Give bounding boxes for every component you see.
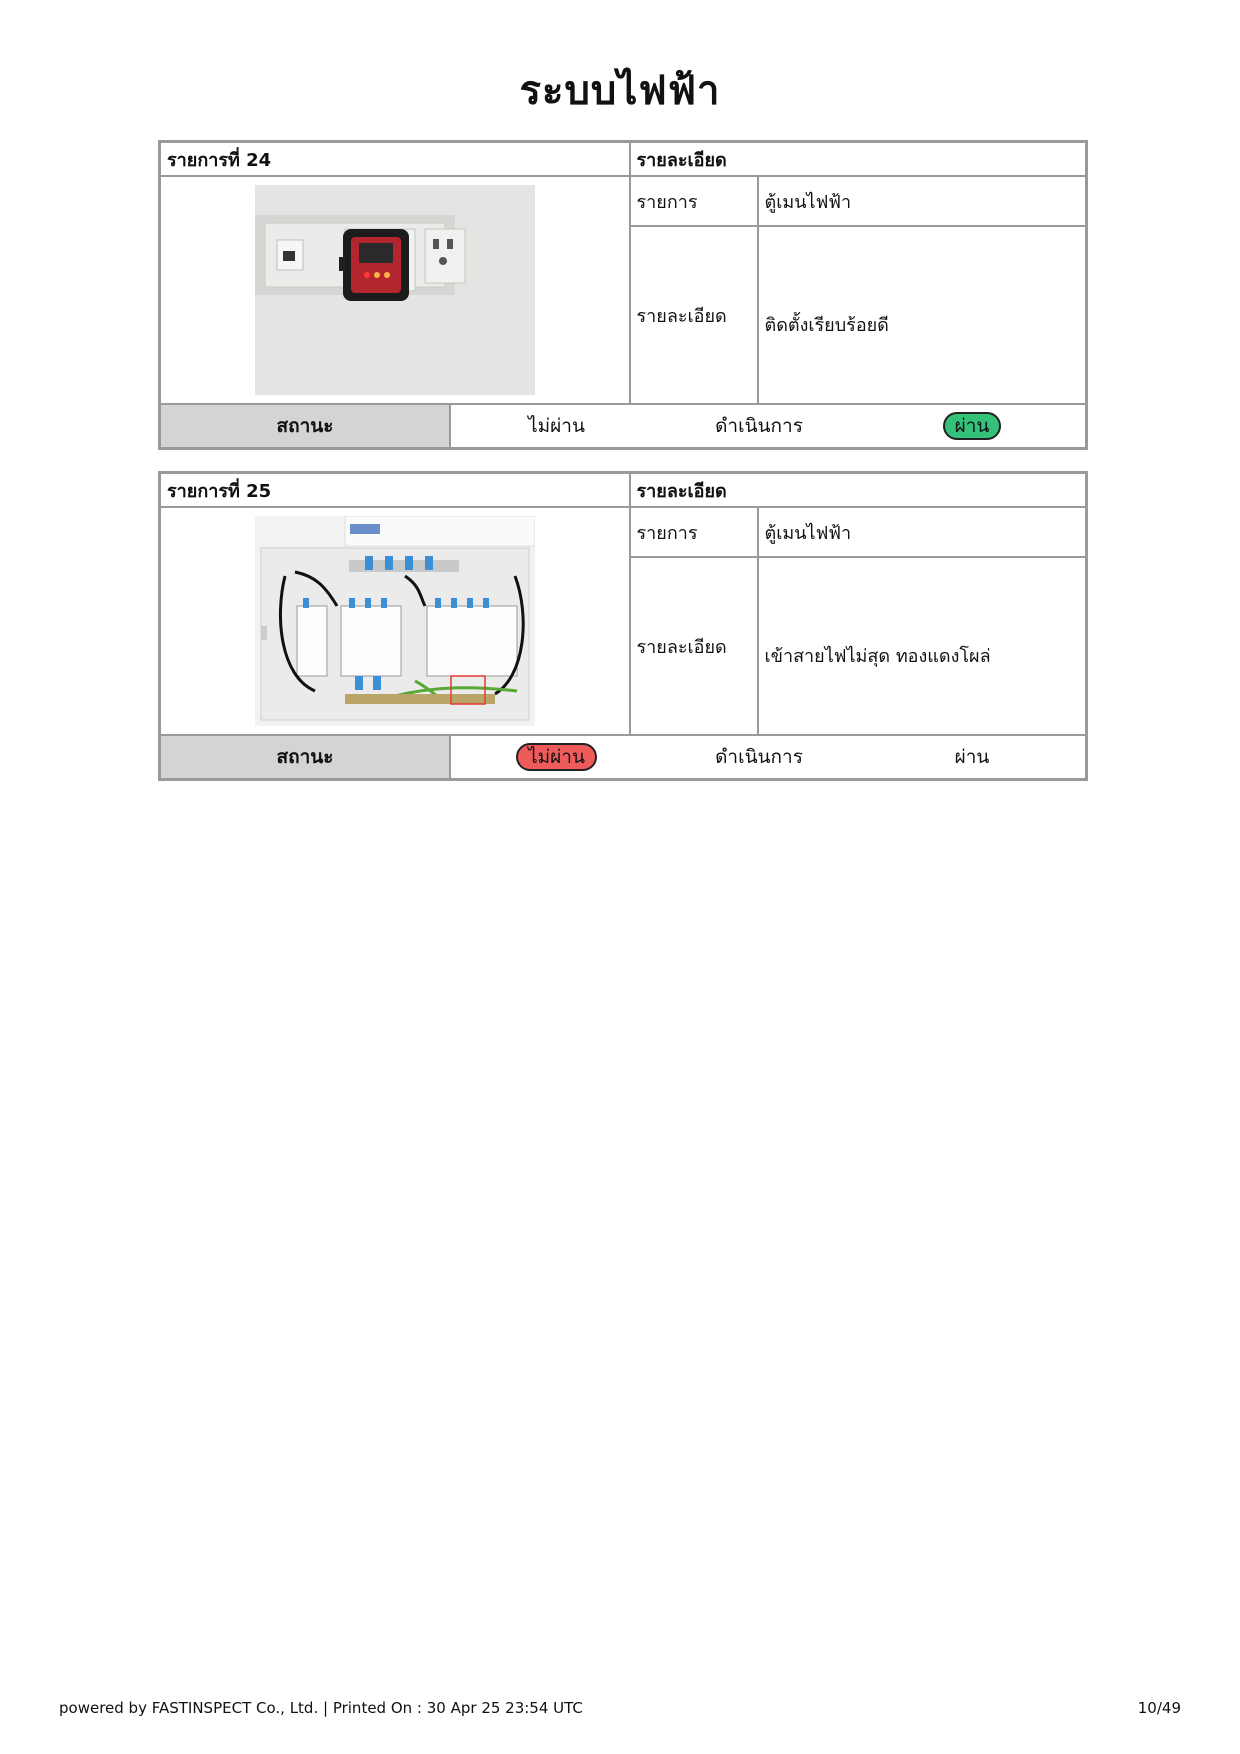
status-row [160,404,1087,449]
item-label: รายการ [630,176,758,226]
status-in-progress-option[interactable]: ดำเนินการ [715,415,803,437]
item-value: ตู้เมนไฟฟ้า [758,507,1087,557]
status-in-progress-option[interactable]: ดำเนินการ [715,746,803,768]
details-label: รายละเอียด [630,226,758,404]
status-label: สถานะ [161,736,450,778]
distribution-board-photo[interactable] [255,516,535,726]
status-fail-option[interactable]: ไม่ผ่าน [528,415,585,437]
details-label: รายละเอียด [630,557,758,735]
photo-cell [160,507,630,735]
details-value: ติดตั้งเรียบร้อยดี [758,226,1087,404]
inspection-item-25 [158,471,1088,781]
photo-cell [160,176,630,404]
page-title: ระบบไฟฟ้า [519,68,721,114]
details-header: รายละเอียด [630,473,1087,508]
item-label: รายการ [630,507,758,557]
socket-tester-photo[interactable] [255,185,535,395]
status-pass-selected: ผ่าน [943,412,1002,440]
status-pass-option[interactable] [856,405,1088,447]
status-row [160,735,1087,780]
item-number: รายการที่ 24 [160,142,630,177]
footer-credit: powered by FASTINSPECT Co., Ltd. | Printed On : 30 Apr 25 23:54 UTC [59,1699,583,1717]
item-number: รายการที่ 25 [160,473,630,508]
status-fail-option[interactable] [450,736,662,778]
item-value: ตู้เมนไฟฟ้า [758,176,1087,226]
status-fail-selected: ไม่ผ่าน [516,743,597,771]
inspection-item-24 [158,140,1088,450]
details-value: เข้าสายไฟไม่สุด ทองแดงโผล่ [758,557,1087,735]
details-header: รายละเอียด [630,142,1087,177]
page-number: 10/49 [1137,1699,1181,1717]
status-pass-option[interactable]: ผ่าน [954,746,990,768]
status-label: สถานะ [161,405,450,447]
